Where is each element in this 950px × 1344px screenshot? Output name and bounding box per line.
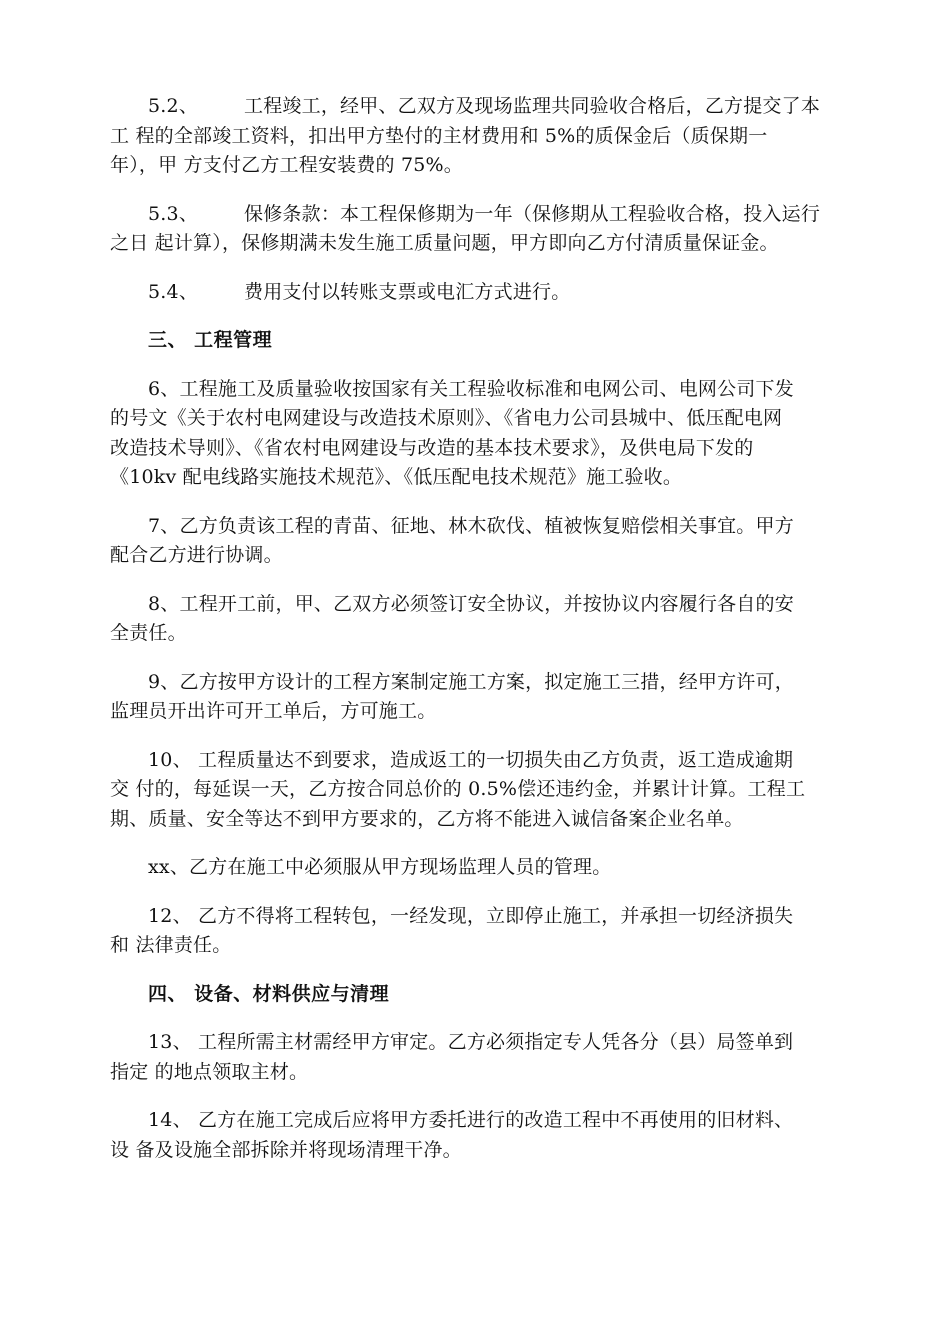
clause-14 (110, 1106, 842, 1165)
clause-line: 的号文《关于农村电网建设与改造技术原则》、《省电力公司县城中、低压配电网 (110, 407, 783, 429)
clause-line: 5.2、 工程竣工，经甲、乙双方及现场监理共同验收合格后，乙方提交了本 (148, 95, 821, 117)
clause-10 (110, 746, 842, 835)
clause-line: 和 法律责任。 (110, 934, 232, 956)
section-heading-equipment-materials: 四、 设备、材料供应与清理 (148, 982, 390, 1005)
clause-line: xx、乙方在施工中必须服从甲方现场监理人员的管理。 (148, 856, 612, 878)
clause-line: 设 备及设施全部拆除并将现场清理干净。 (110, 1138, 462, 1161)
clause-xx (110, 853, 842, 883)
clause-line: 期、质量、安全等达不到甲方要求的，乙方将不能进入诚信备案企业名单。 (110, 807, 744, 830)
clause-line: 指定 的地点领取主材。 (110, 1060, 309, 1083)
clause-line: 交 付的，每延误一天，乙方按合同总价的 0.5%偿还违约金，并累计计算。工程工 (110, 778, 806, 800)
clause-line: 5.3、 保修条款：本工程保修期为一年（保修期从工程验收合格，投入运行 (148, 202, 821, 225)
clause-12 (110, 902, 842, 961)
clause-5-4 (110, 278, 842, 308)
clause-line: 10、 工程质量达不到要求，造成返工的一切损失由乙方负责，返工造成逾期 (148, 748, 794, 771)
clause-line: 改造技术导则》、《省农村电网建设与改造的基本技术要求》，及供电局下发的 (110, 436, 754, 459)
clause-line: 工 程的全部竣工资料，扣出甲方垫付的主材费用和 5%的质保金后（质保期一 (110, 124, 768, 147)
clause-8 (110, 590, 842, 649)
clause-number: 5.2、 (148, 95, 199, 117)
clause-line: 12、 乙方不得将工程转包，一经发现，立即停止施工，并承担一切经济损失 (148, 904, 794, 927)
clause-line: 8、工程开工前，甲、乙双方必须签订安全协议，并按协议内容履行各自的安 (148, 592, 794, 615)
section-heading-engineering-management: 三、 工程管理 (148, 329, 273, 351)
clause-9 (110, 668, 842, 727)
clause-13 (110, 1028, 842, 1087)
clause-line: 9、乙方按甲方设计的工程方案制定施工方案，拟定施工三措，经甲方许可， (148, 670, 794, 693)
clause-line: 7、乙方负责该工程的青苗、征地、林木砍伐、植被恢复赔偿相关事宜。甲方 (148, 514, 794, 537)
clause-line: 全责任。 (110, 622, 187, 644)
clause-number: 5.4、 (148, 280, 199, 303)
clause-number: 5.3、 (148, 202, 199, 225)
clause-line: 5.4、 费用支付以转账支票或电汇方式进行。 (148, 280, 571, 303)
document-page (110, 92, 842, 1184)
clause-line: 之日 起计算），保修期满未发生施工质量问题，甲方即向乙方付清质量保证金。 (110, 232, 779, 254)
clause-line: 监理员开出许可开工单后，方可施工。 (110, 700, 437, 722)
clause-5-2 (110, 92, 842, 181)
clause-line: 《10kv 配电线路实施技术规范》、《低压配电技术规范》施工验收。 (110, 466, 683, 488)
clause-7 (110, 512, 842, 571)
clause-6 (110, 375, 842, 493)
clause-line: 14、 乙方在施工完成后应将甲方委托进行的改造工程中不再使用的旧材料、 (148, 1109, 794, 1131)
clause-5-3 (110, 200, 842, 259)
clause-line: 年），甲 方支付乙方工程安装费的 75%。 (110, 154, 464, 176)
clause-line: 6、工程施工及质量验收按国家有关工程验收标准和电网公司、电网公司下发 (148, 377, 794, 400)
clause-line: 13、 工程所需主材需经甲方审定。乙方必须指定专人凭各分（县）局签单到 (148, 1031, 794, 1053)
clause-line: 配合乙方进行协调。 (110, 544, 283, 566)
